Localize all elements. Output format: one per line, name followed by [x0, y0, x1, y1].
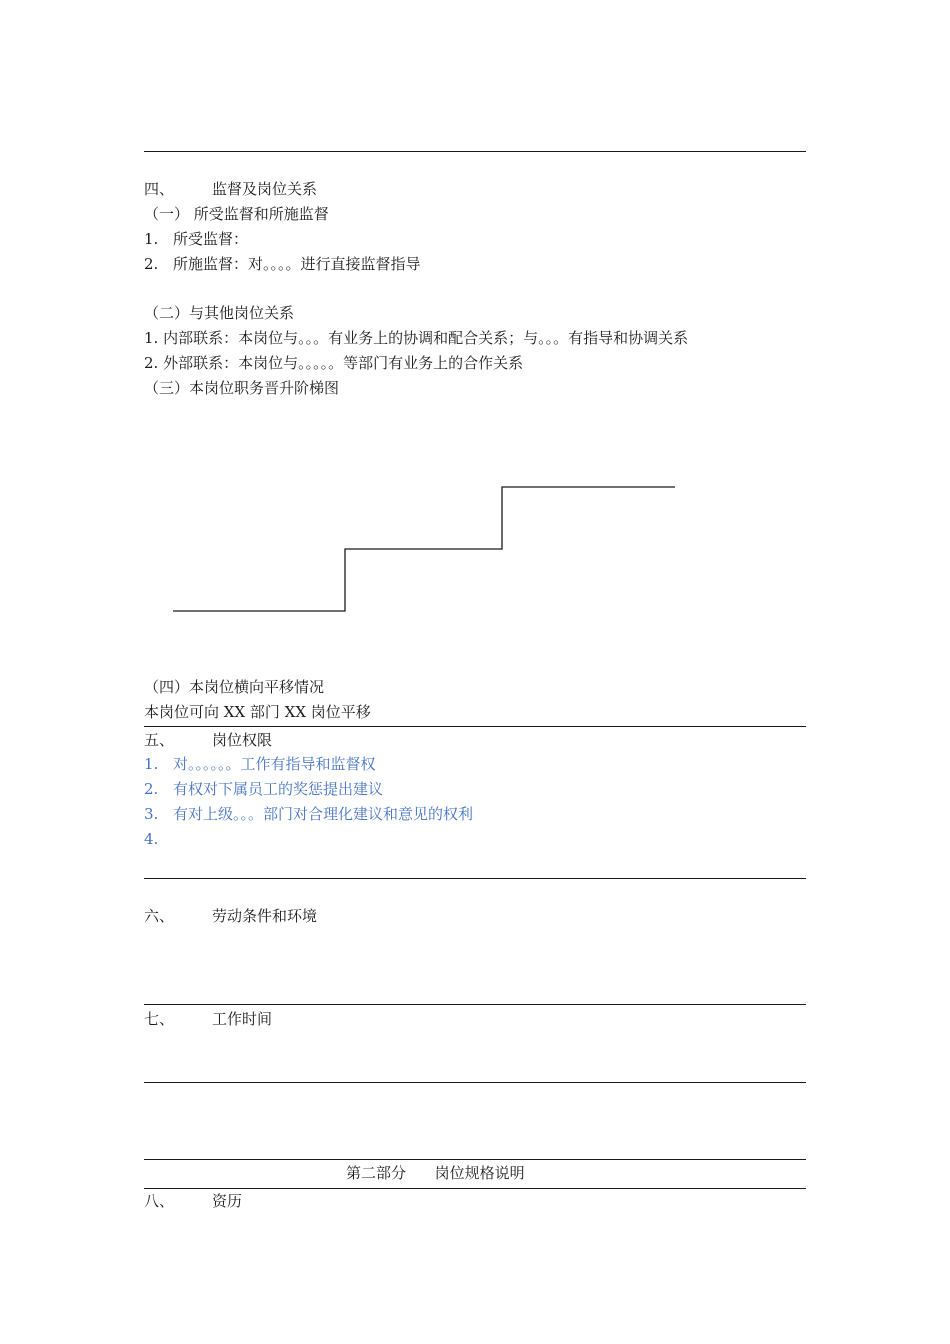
divider-line	[144, 726, 806, 727]
divider-line	[144, 878, 806, 879]
divider-line	[144, 1082, 806, 1083]
section-5-number: 五、	[144, 731, 175, 749]
section-6-number: 六、	[144, 907, 175, 925]
authority-item: 对。。。。。。工作有指导和监督权	[173, 755, 376, 773]
list-item: 所施监督：对。。。。进行直接监督指导	[173, 255, 421, 273]
authority-item: 有权对下属员工的奖惩提出建议	[173, 780, 384, 798]
section-6-title: 劳动条件和环境	[212, 907, 318, 925]
list-number: 1.	[144, 230, 159, 248]
list-number: 1.	[144, 755, 159, 773]
list-item: 1. 内部联系：本岗位与。。。有业务上的协调和配合关系；与。。。有指导和协调关系	[144, 329, 689, 347]
part-2-title: 第二部分 岗位规格说明	[346, 1164, 525, 1182]
list-number: 3.	[144, 805, 159, 823]
lateral-transfer-text: 本岗位可向 XX 部门 XX 岗位平移	[144, 703, 371, 721]
subsection-4-title: （四）本岗位横向平移情况	[144, 678, 325, 696]
list-number: 2.	[144, 780, 159, 798]
section-8-number: 八、	[144, 1192, 175, 1210]
divider-line	[144, 1188, 806, 1189]
section-4-number: 四、	[144, 180, 175, 198]
section-4-title: 监督及岗位关系	[212, 180, 318, 198]
list-item: 所受监督：	[173, 230, 249, 248]
section-8-title: 资历	[212, 1192, 243, 1210]
authority-item: 有对上级。。。部门对合理化建议和意见的权利	[173, 805, 474, 823]
list-number: 2.	[144, 255, 159, 273]
section-7-title: 工作时间	[212, 1010, 273, 1028]
list-item: 2. 外部联系：本岗位与。。。。。等部门有业务上的合作关系	[144, 354, 524, 372]
divider-line	[144, 1159, 806, 1160]
ladder-steps	[173, 487, 675, 611]
subsection-3-title: （三）本岗位职务晋升阶梯图	[144, 379, 340, 397]
subsection-2-title: （二）与其他岗位关系	[144, 304, 295, 322]
subsection-1-title: （一） 所受监督和所施监督	[144, 205, 329, 223]
divider-line	[144, 1004, 806, 1005]
list-number: 4.	[144, 830, 159, 848]
section-7-number: 七、	[144, 1010, 175, 1028]
section-5-title: 岗位权限	[212, 731, 273, 749]
